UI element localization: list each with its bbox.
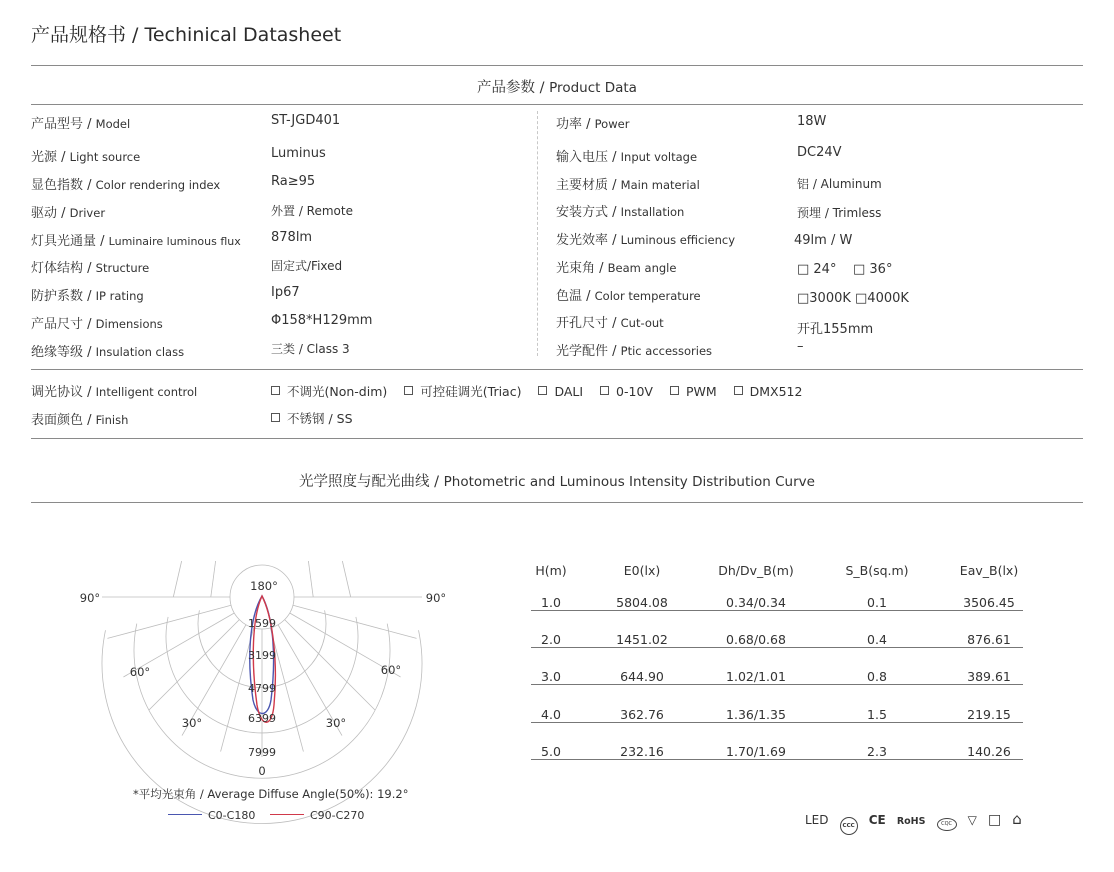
control-label: 调光协议 / Intelligent control [31,385,198,400]
led-mark: LED [805,813,829,827]
spec-value-driver: 外置 / Remote [271,204,353,218]
control-option[interactable]: DALI [538,384,583,399]
grid-radial [107,605,231,638]
product-data-heading: 产品参数 / Product Data [477,80,637,96]
finish-option[interactable]: 不锈钢 / SS [271,411,353,426]
polar-label-0: 0 [258,764,266,778]
spec-value-light-source: Luminus [271,146,326,161]
photometric-heading: 光学照度与配光曲线 / Photometric and Luminous Intensity Distribution Curve [299,474,815,490]
control-option[interactable]: 0-10V [600,384,653,399]
spec-value-accessories: – [797,339,804,354]
spec-label-light-source: 光源 / Light source [31,150,141,165]
row-divider [531,610,1023,611]
grid-radial [149,620,240,711]
spec-label-ip-rating: 防护系数 / IP rating [31,289,144,304]
spec-label-dimensions: 产品尺寸 / Dimensions [31,317,163,332]
spec-value-cct: □3000K □4000K [797,291,909,306]
legend-swatch-c90 [270,814,304,815]
beam-angle-note: *平均光束角 / Average Diffuse Angle(50%): 19.2° [133,787,409,801]
spec-label-efficiency: 发光效率 / Luminous efficiency [556,233,736,248]
spec-value-insulation: 三类 / Class 3 [271,342,350,356]
radial-label: 3199 [248,649,276,662]
control-option[interactable]: 可控硅调光(Triac) [404,384,521,399]
spec-value-input-voltage: DC24V [797,145,842,160]
spec-value-ip-rating: Ip67 [271,285,300,300]
grid-radial [173,561,181,597]
spec-label-cct: 色温 / Color temperature [556,289,701,304]
polar-label-30-right: 30° [325,716,347,730]
spec-label-model: 产品型号 / Model [31,117,131,132]
spec-label-flux: 灯具光通量 / Luminaire luminous flux [31,234,241,249]
radial-label: 4799 [248,682,276,695]
radial-label: 7999 [248,746,276,759]
control-option[interactable]: 不调光(Non-dim) [271,384,387,399]
table-header: Dh/Dv_B(m) [718,563,794,578]
page-title: 产品规格书 / Techinical Datasheet [31,24,342,46]
spec-value-model: ST-JGD401 [271,113,341,128]
control-option[interactable]: DMX512 [734,384,803,399]
table-header: S_B(sq.m) [845,563,909,578]
spec-value-efficiency: 49lm / W [794,233,853,248]
polar-label-60-left: 60° [129,665,151,679]
row-divider [531,722,1023,723]
spec-label-power: 功率 / Power [556,117,630,132]
spec-value-power: 18W [797,114,827,129]
legend-swatch-c0 [168,814,202,815]
grid-radial [342,561,350,597]
spec-label-beam-angle: 光束角 / Beam angle [556,261,677,276]
ce-icon: CE [868,813,886,827]
certification-marks [805,809,1022,835]
polar-label-60-right: 60° [380,663,402,677]
grid-radial [308,561,313,597]
spec-label-insulation: 绝缘等级 / Insulation class [31,345,185,360]
polar-label-180: 180° [250,579,278,593]
polar-label-30-left: 30° [181,716,203,730]
row-divider [531,684,1023,685]
spec-label-cutout: 开孔尺寸 / Cut-out [556,316,664,331]
finish-label: 表面颜色 / Finish [31,413,129,428]
table-header: E0(lx) [623,563,661,578]
legend-item: C0-C180 [168,809,255,822]
spec-value-installation: 预埋 / Trimless [797,206,882,220]
row-divider [531,759,1023,760]
spec-value-cri: Ra≥95 [271,174,316,189]
grid-radial [293,605,417,638]
polar-label-90-right: 90° [425,591,447,605]
spec-value-beam-angle: □ 24° □ 36° [797,262,893,277]
control-option[interactable]: PWM [670,384,717,399]
spec-label-installation: 安装方式 / Installation [556,205,685,220]
spec-value-dimensions: Φ158*H129mm [271,313,373,328]
grid-radial [285,620,376,711]
spec-label-structure: 灯体结构 / Structure [31,261,150,276]
cqc-icon: CQC [937,818,957,831]
triangle-mark-icon: ▽ [967,813,977,827]
spec-label-accessories: 光学配件 / Ptic accessories [556,344,713,359]
ccc-icon: CCC [840,817,858,835]
spec-value-structure: 固定式/Fixed [271,259,343,273]
spec-label-material: 主要材质 / Main material [556,178,700,193]
grid-radial [211,561,216,597]
square-mark-icon: □ [987,812,1002,828]
spec-value-material: 铝 / Aluminum [797,177,882,191]
row-divider [531,647,1023,648]
house-mark-icon: ⌂ [1012,810,1022,828]
table-header: Eav_B(lx) [959,563,1019,578]
table-header: H(m) [535,563,567,578]
spec-label-input-voltage: 输入电压 / Input voltage [556,150,698,165]
spec-value-flux: 878lm [271,230,313,245]
spec-label-cri: 显色指数 / Color rendering index [31,178,221,193]
legend-item: C90-C270 [270,809,364,822]
radial-label: 1599 [248,617,276,630]
spec-value-cutout: 开孔155mm [797,322,874,337]
radial-label: 6399 [248,712,276,725]
polar-label-90-left: 90° [79,591,101,605]
spec-label-driver: 驱动 / Driver [31,206,106,221]
rohs-icon: RoHS [896,816,926,827]
